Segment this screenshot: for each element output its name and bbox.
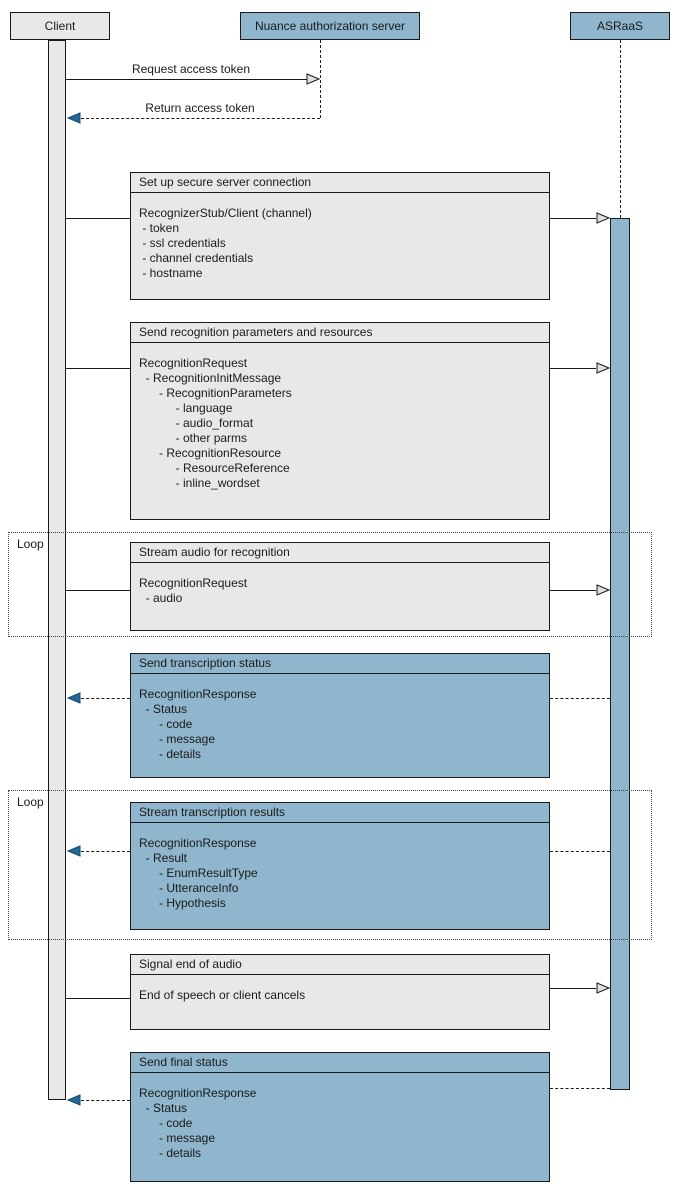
step-box-body-line: End of speech or client cancels xyxy=(139,988,306,1002)
step-box-body-line: - hostname xyxy=(139,266,203,280)
lifeline-nuance xyxy=(320,40,321,118)
connector-right-step7 xyxy=(550,1088,610,1089)
open-arrowhead-right-icon xyxy=(596,584,610,596)
step-box-body-line: RecognitionResponse xyxy=(139,1086,257,1100)
step-box-body xyxy=(131,193,549,281)
step-box-body-line: - audio xyxy=(139,591,183,605)
step-box-stream-results xyxy=(130,802,550,930)
open-arrowhead-right-icon xyxy=(596,982,610,994)
step-box-body-line: - details xyxy=(139,747,202,761)
connector-right-step6 xyxy=(550,988,596,989)
step-box-send-parameters xyxy=(130,322,550,520)
step-box-body-line: - RecognitionParameters xyxy=(139,386,292,400)
step-box-final-status xyxy=(130,1052,550,1182)
connector-left-step4 xyxy=(81,698,130,699)
connector-left-step5 xyxy=(81,851,130,852)
step-box-body-line: - message xyxy=(139,1131,216,1145)
step-box-body xyxy=(131,343,549,491)
step-box-body-line: RecognizerStub/Client (channel) xyxy=(139,206,312,220)
step-box-body-line: - Status xyxy=(139,1101,188,1115)
actor-nuance-auth-server-label: Nuance authorization server xyxy=(254,19,406,33)
step-box-title: Send final status xyxy=(131,1053,549,1073)
step-box-body-line: - audio_format xyxy=(139,416,254,430)
connector-left-step7 xyxy=(81,1100,130,1101)
step-box-title: Send recognition parameters and resources xyxy=(131,323,549,343)
filled-arrowhead-left-icon xyxy=(67,692,81,704)
step-box-setup-connection xyxy=(130,172,550,300)
step-box-title: Stream audio for recognition xyxy=(131,543,549,563)
step-box-body-line: - code xyxy=(139,717,193,731)
actor-asraas xyxy=(570,12,670,40)
step-box-body-line: - ResourceReference xyxy=(139,461,290,475)
step-box-stream-audio xyxy=(130,542,550,631)
connector-left-step2 xyxy=(66,368,130,369)
step-box-body xyxy=(131,823,549,911)
step-box-body-line: - EnumResultType xyxy=(139,866,258,880)
actor-client xyxy=(10,12,110,40)
step-box-body-line: - language xyxy=(139,401,233,415)
step-box-body-line: - Result xyxy=(139,851,188,865)
step-box-body-line: RecognitionResponse xyxy=(139,836,257,850)
connector-right-step2 xyxy=(550,368,596,369)
filled-arrowhead-left-icon xyxy=(67,112,81,124)
connector-left-step1 xyxy=(66,218,130,219)
step-box-body-line: - RecognitionResource xyxy=(139,446,282,460)
step-box-end-of-audio xyxy=(130,954,550,1030)
step-box-title: Stream transcription results xyxy=(131,803,549,823)
loop-frame-1-label: Loop xyxy=(17,537,44,551)
step-box-body-line: - token xyxy=(139,221,180,235)
connector-right-step1 xyxy=(550,218,596,219)
step-box-body-line: RecognitionRequest xyxy=(139,356,248,370)
connector-right-step5 xyxy=(550,851,610,852)
step-box-body xyxy=(131,563,549,606)
step-box-body-line: - message xyxy=(139,732,216,746)
step-box-title: Send transcription status xyxy=(131,654,549,674)
step-box-body xyxy=(131,975,549,1003)
filled-arrowhead-left-icon xyxy=(67,1094,81,1106)
step-box-body-line: - channel credentials xyxy=(139,251,254,265)
step-box-body-line: - UtteranceInfo xyxy=(139,881,239,895)
actor-asraas-label: ASRaaS xyxy=(596,19,644,33)
step-box-title: Signal end of audio xyxy=(131,955,549,975)
step-box-transcription-status xyxy=(130,653,550,778)
step-box-body-line: - ssl credentials xyxy=(139,236,226,250)
message-label-request-token: Request access token xyxy=(131,62,251,76)
lifeline-asraas xyxy=(620,40,621,218)
step-box-body-line: - Hypothesis xyxy=(139,896,226,910)
open-arrowhead-right-icon xyxy=(306,73,320,85)
step-box-body-line: - details xyxy=(139,1146,202,1160)
activation-bar-asraas xyxy=(610,218,630,1090)
step-box-body-line: RecognitionRequest xyxy=(139,576,248,590)
step-box-body-line: - RecognitionInitMessage xyxy=(139,371,282,385)
step-box-body-line: - Status xyxy=(139,702,188,716)
actor-nuance-auth-server xyxy=(240,12,420,40)
step-box-body xyxy=(131,674,549,762)
connector-left-step6 xyxy=(66,998,130,999)
step-box-body xyxy=(131,1073,549,1161)
step-box-body-line: - other parms xyxy=(139,431,248,445)
step-box-body-line: - code xyxy=(139,1116,193,1130)
step-box-title: Set up secure server connection xyxy=(131,173,549,193)
open-arrowhead-right-icon xyxy=(596,212,610,224)
message-line-request-token xyxy=(66,79,307,80)
step-box-body-line: - inline_wordset xyxy=(139,476,260,490)
message-line-return-token xyxy=(81,118,320,119)
connector-right-step3 xyxy=(550,590,596,591)
step-box-body-line: RecognitionResponse xyxy=(139,687,257,701)
filled-arrowhead-left-icon xyxy=(67,845,81,857)
loop-frame-2-label: Loop xyxy=(17,795,44,809)
open-arrowhead-right-icon xyxy=(596,362,610,374)
connector-left-step3 xyxy=(66,590,130,591)
actor-client-label: Client xyxy=(44,19,76,33)
connector-right-step4 xyxy=(550,698,610,699)
message-label-return-token: Return access token xyxy=(145,101,255,115)
